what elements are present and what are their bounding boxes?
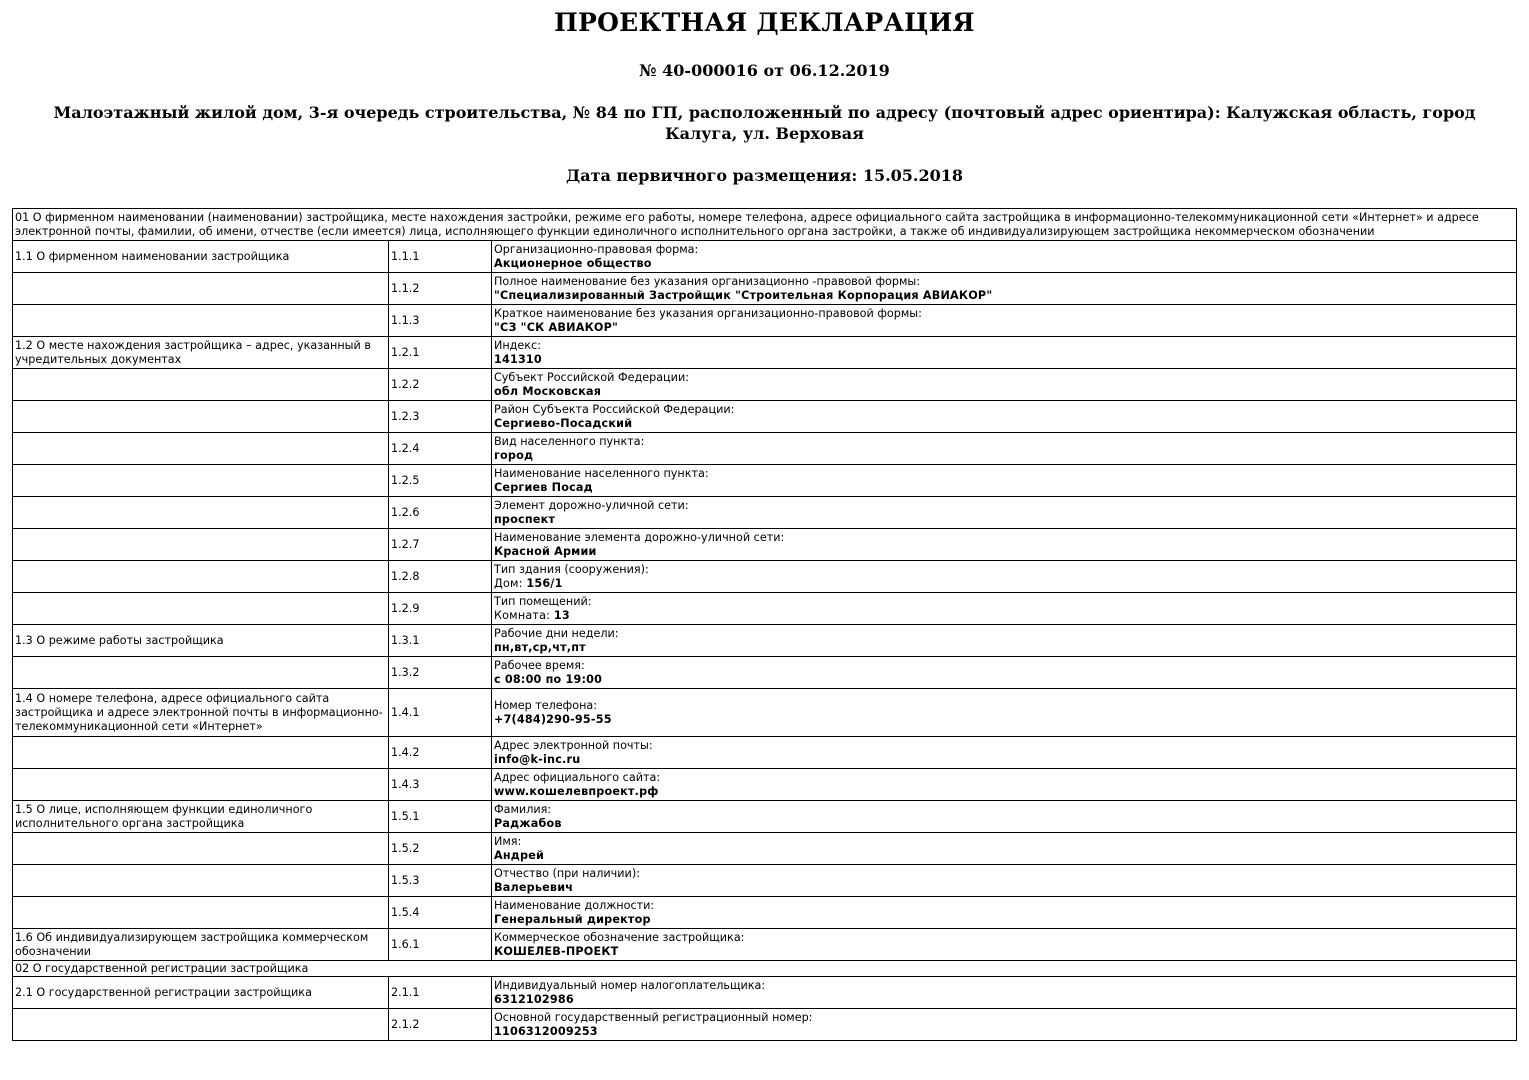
group-cell — [13, 737, 389, 769]
field-value: город — [494, 448, 534, 462]
field-label: Тип здания (сооружения): — [494, 562, 649, 576]
table-row — [13, 1009, 1517, 1041]
table-row — [13, 929, 1517, 961]
declaration-table — [12, 208, 1517, 1041]
field-value: Генеральный директор — [494, 912, 651, 926]
field-value-line — [494, 289, 1514, 303]
field-value-line — [494, 881, 1514, 895]
value-cell — [492, 593, 1517, 625]
field-value: Валерьевич — [494, 880, 574, 894]
value-cell — [492, 369, 1517, 401]
item-code-cell: 1.5.3 — [389, 865, 492, 897]
field-value-line — [494, 353, 1514, 367]
group-cell — [13, 273, 389, 305]
field-value-line — [494, 449, 1514, 463]
field-value-line — [494, 321, 1514, 335]
field-value: пн,вт,ср,чт,пт — [494, 640, 586, 654]
value-cell — [492, 241, 1517, 273]
field-label: Индекс: — [494, 338, 541, 352]
value-cell — [492, 977, 1517, 1009]
section-title: 02 О государственной регистрации застройщика — [13, 961, 1517, 977]
field-value: Сергиев Посад — [494, 480, 593, 494]
item-code-cell: 1.1.1 — [389, 241, 492, 273]
table-row — [13, 801, 1517, 833]
field-label: Коммерческое обозначение застройщика: — [494, 930, 745, 944]
item-code-cell: 1.4.2 — [389, 737, 492, 769]
item-code-cell: 2.1.2 — [389, 1009, 492, 1041]
field-label: Наименование населенного пункта: — [494, 466, 709, 480]
field-value: с 08:00 по 19:00 — [494, 672, 603, 686]
value-cell — [492, 433, 1517, 465]
group-cell: 1.4 О номере телефона, адресе официального сайта застройщика и адресе электронной почты в информационно-телекоммуникационной сети «Интернет» — [13, 689, 389, 737]
field-value: 141310 — [494, 352, 542, 366]
value-cell — [492, 737, 1517, 769]
field-value: "Специализированный Застройщик "Строительная Корпорация АВИАКОР" — [494, 288, 993, 302]
value-cell — [492, 401, 1517, 433]
field-value: 6312102986 — [494, 992, 574, 1006]
group-cell — [13, 401, 389, 433]
item-code-cell: 1.1.2 — [389, 273, 492, 305]
field-label: Элемент дорожно-уличной сети: — [494, 498, 689, 512]
field-label: Фамилия: — [494, 802, 552, 816]
group-cell — [13, 465, 389, 497]
item-code-cell: 1.2.8 — [389, 561, 492, 593]
group-cell: 2.1 О государственной регистрации застройщика — [13, 977, 389, 1009]
field-value-line — [494, 417, 1514, 431]
field-value: Красной Армии — [494, 544, 597, 558]
item-code-cell: 1.5.2 — [389, 833, 492, 865]
value-cell — [492, 337, 1517, 369]
field-value-line — [494, 385, 1514, 399]
first-placement-date: Дата первичного размещения: 15.05.2018 — [565, 166, 964, 185]
value-cell — [492, 465, 1517, 497]
field-label: Тип помещений: — [494, 594, 592, 608]
table-row — [13, 689, 1517, 737]
field-value: КОШЕЛЕВ-ПРОЕКТ — [494, 944, 619, 958]
item-code-cell: 1.2.4 — [389, 433, 492, 465]
section-title: 01 О фирменном наименовании (наименовании) застройщика, месте нахождения застройки, режиме его работы, номере телефона, адресе официального сайта застройщика в информационно-телекоммуникационной сети «Интернет» и адресе электронной почты, фамилии, об имени, отчестве (если имеется) лица, исполняющего функции единоличного исполнительного органа застройки, а также об индивидуализирующем застройщика некоммерческом обозначении — [13, 209, 1517, 241]
value-cell — [492, 929, 1517, 961]
field-label: Наименование элемента дорожно-уличной сети: — [494, 530, 785, 544]
field-value-line — [494, 545, 1514, 559]
field-value-line — [494, 849, 1514, 863]
field-value: Сергиево-Посадский — [494, 416, 633, 430]
group-cell — [13, 1009, 389, 1041]
field-value: 13 — [553, 608, 570, 622]
table-row — [13, 433, 1517, 465]
item-code-cell: 1.2.2 — [389, 369, 492, 401]
table-row — [13, 561, 1517, 593]
item-code-cell: 1.2.9 — [389, 593, 492, 625]
value-cell — [492, 657, 1517, 689]
field-value: Андрей — [494, 848, 545, 862]
value-cell — [492, 897, 1517, 929]
item-code-cell: 1.2.1 — [389, 337, 492, 369]
table-row — [13, 465, 1517, 497]
field-label: Рабочее время: — [494, 658, 585, 672]
field-value-line — [494, 641, 1514, 655]
group-cell — [13, 497, 389, 529]
value-cell — [492, 833, 1517, 865]
field-label: Имя: — [494, 834, 522, 848]
field-value-line — [494, 785, 1514, 799]
field-value-line — [494, 609, 1514, 623]
field-value: +7(484)290-95-55 — [494, 712, 612, 726]
value-cell — [492, 625, 1517, 657]
item-code-cell: 1.4.1 — [389, 689, 492, 737]
value-cell — [492, 305, 1517, 337]
item-code-cell: 1.3.1 — [389, 625, 492, 657]
table-row — [13, 833, 1517, 865]
value-cell — [492, 689, 1517, 737]
value-cell — [492, 801, 1517, 833]
field-value-line — [494, 513, 1514, 527]
table-row — [13, 593, 1517, 625]
field-label: Субъект Российской Федерации: — [494, 370, 689, 384]
table-row — [13, 529, 1517, 561]
group-cell: 1.6 Об индивидуализирующем застройщика коммерческом обозначении — [13, 929, 389, 961]
field-value-prefix: Дом: — [494, 576, 527, 590]
item-code-cell: 1.6.1 — [389, 929, 492, 961]
declaration-number: № 40-000016 от 06.12.2019 — [639, 61, 890, 80]
value-cell — [492, 769, 1517, 801]
field-value-line — [494, 753, 1514, 767]
field-value-prefix: Комната: — [494, 608, 554, 622]
group-cell — [13, 305, 389, 337]
value-cell — [492, 561, 1517, 593]
table-row — [13, 337, 1517, 369]
field-label: Основной государственный регистрационный номер: — [494, 1010, 813, 1024]
field-value: info@k-inc.ru — [494, 752, 581, 766]
field-label: Индивидуальный номер налогоплательщика: — [494, 978, 766, 992]
field-label: Адрес электронной почты: — [494, 738, 653, 752]
field-value-line — [494, 993, 1514, 1007]
field-label: Наименование должности: — [494, 898, 655, 912]
item-code-cell: 1.2.3 — [389, 401, 492, 433]
table-row — [13, 657, 1517, 689]
field-value: www.кошелевпроект.рф — [494, 784, 659, 798]
field-value-line — [494, 713, 1514, 727]
group-cell — [13, 433, 389, 465]
table-row — [13, 401, 1517, 433]
table-row — [13, 241, 1517, 273]
group-cell — [13, 593, 389, 625]
field-label: Адрес официального сайта: — [494, 770, 661, 784]
item-code-cell: 1.4.3 — [389, 769, 492, 801]
field-value: 156/1 — [526, 576, 563, 590]
item-code-cell: 1.2.6 — [389, 497, 492, 529]
item-code-cell: 1.5.4 — [389, 897, 492, 929]
section-header-01 — [13, 209, 1517, 241]
field-value: Раджабов — [494, 816, 562, 830]
table-row — [13, 897, 1517, 929]
value-cell — [492, 529, 1517, 561]
field-value-line — [494, 913, 1514, 927]
value-cell — [492, 1009, 1517, 1041]
field-label: Полное наименование без указания организационно -правовой формы: — [494, 274, 920, 288]
table-row — [13, 625, 1517, 657]
group-cell — [13, 833, 389, 865]
item-code-cell: 1.1.3 — [389, 305, 492, 337]
value-cell — [492, 497, 1517, 529]
table-row — [13, 273, 1517, 305]
field-value-line — [494, 257, 1514, 271]
field-value: Акционерное общество — [494, 256, 652, 270]
field-value-line — [494, 1025, 1514, 1039]
table-row — [13, 865, 1517, 897]
group-cell — [13, 865, 389, 897]
field-value-line — [494, 673, 1514, 687]
group-cell: 1.2 О месте нахождения застройщика – адрес, указанный в учредительных документах — [13, 337, 389, 369]
field-value-line — [494, 945, 1514, 959]
group-cell — [13, 369, 389, 401]
group-cell — [13, 529, 389, 561]
field-label: Рабочие дни недели: — [494, 626, 619, 640]
field-value: проспект — [494, 512, 556, 526]
table-row — [13, 369, 1517, 401]
value-cell — [492, 273, 1517, 305]
item-code-cell: 1.3.2 — [389, 657, 492, 689]
group-cell: 1.5 О лице, исполняющем функции единоличного исполнительного органа застройщика — [13, 801, 389, 833]
field-value-line — [494, 817, 1514, 831]
group-cell: 1.3 О режиме работы застройщика — [13, 625, 389, 657]
document-title: ПРОЕКТНАЯ ДЕКЛАРАЦИЯ — [554, 8, 975, 37]
item-code-cell: 2.1.1 — [389, 977, 492, 1009]
field-label: Вид населенного пункта: — [494, 434, 645, 448]
field-label: Отчество (при наличии): — [494, 866, 640, 880]
section-header-02 — [13, 961, 1517, 977]
field-value: "СЗ "СК АВИАКОР" — [494, 320, 619, 334]
group-cell: 1.1 О фирменном наименовании застройщика — [13, 241, 389, 273]
field-value-line — [494, 577, 1514, 591]
group-cell — [13, 657, 389, 689]
value-cell — [492, 865, 1517, 897]
field-label: Район Субъекта Российской Федерации: — [494, 402, 735, 416]
table-row — [13, 737, 1517, 769]
field-label: Краткое наименование без указания организационно-правовой формы: — [494, 306, 922, 320]
group-cell — [13, 897, 389, 929]
table-row — [13, 769, 1517, 801]
item-code-cell: 1.2.7 — [389, 529, 492, 561]
object-description: Малоэтажный жилой дом, 3-я очередь строительства, № 84 по ГП, расположенный по адресу (почтовый адрес ориентира): Калужская область, город Калуга, ул. Верховая — [53, 103, 1476, 143]
group-cell — [13, 769, 389, 801]
table-row — [13, 977, 1517, 1009]
table-row — [13, 497, 1517, 529]
field-label: Организационно-правовая форма: — [494, 242, 699, 256]
field-value: 1106312009253 — [494, 1024, 598, 1038]
field-label: Номер телефона: — [494, 698, 598, 712]
table-row — [13, 305, 1517, 337]
item-code-cell: 1.5.1 — [389, 801, 492, 833]
group-cell — [13, 561, 389, 593]
field-value-line — [494, 481, 1514, 495]
item-code-cell: 1.2.5 — [389, 465, 492, 497]
field-value: обл Московская — [494, 384, 602, 398]
